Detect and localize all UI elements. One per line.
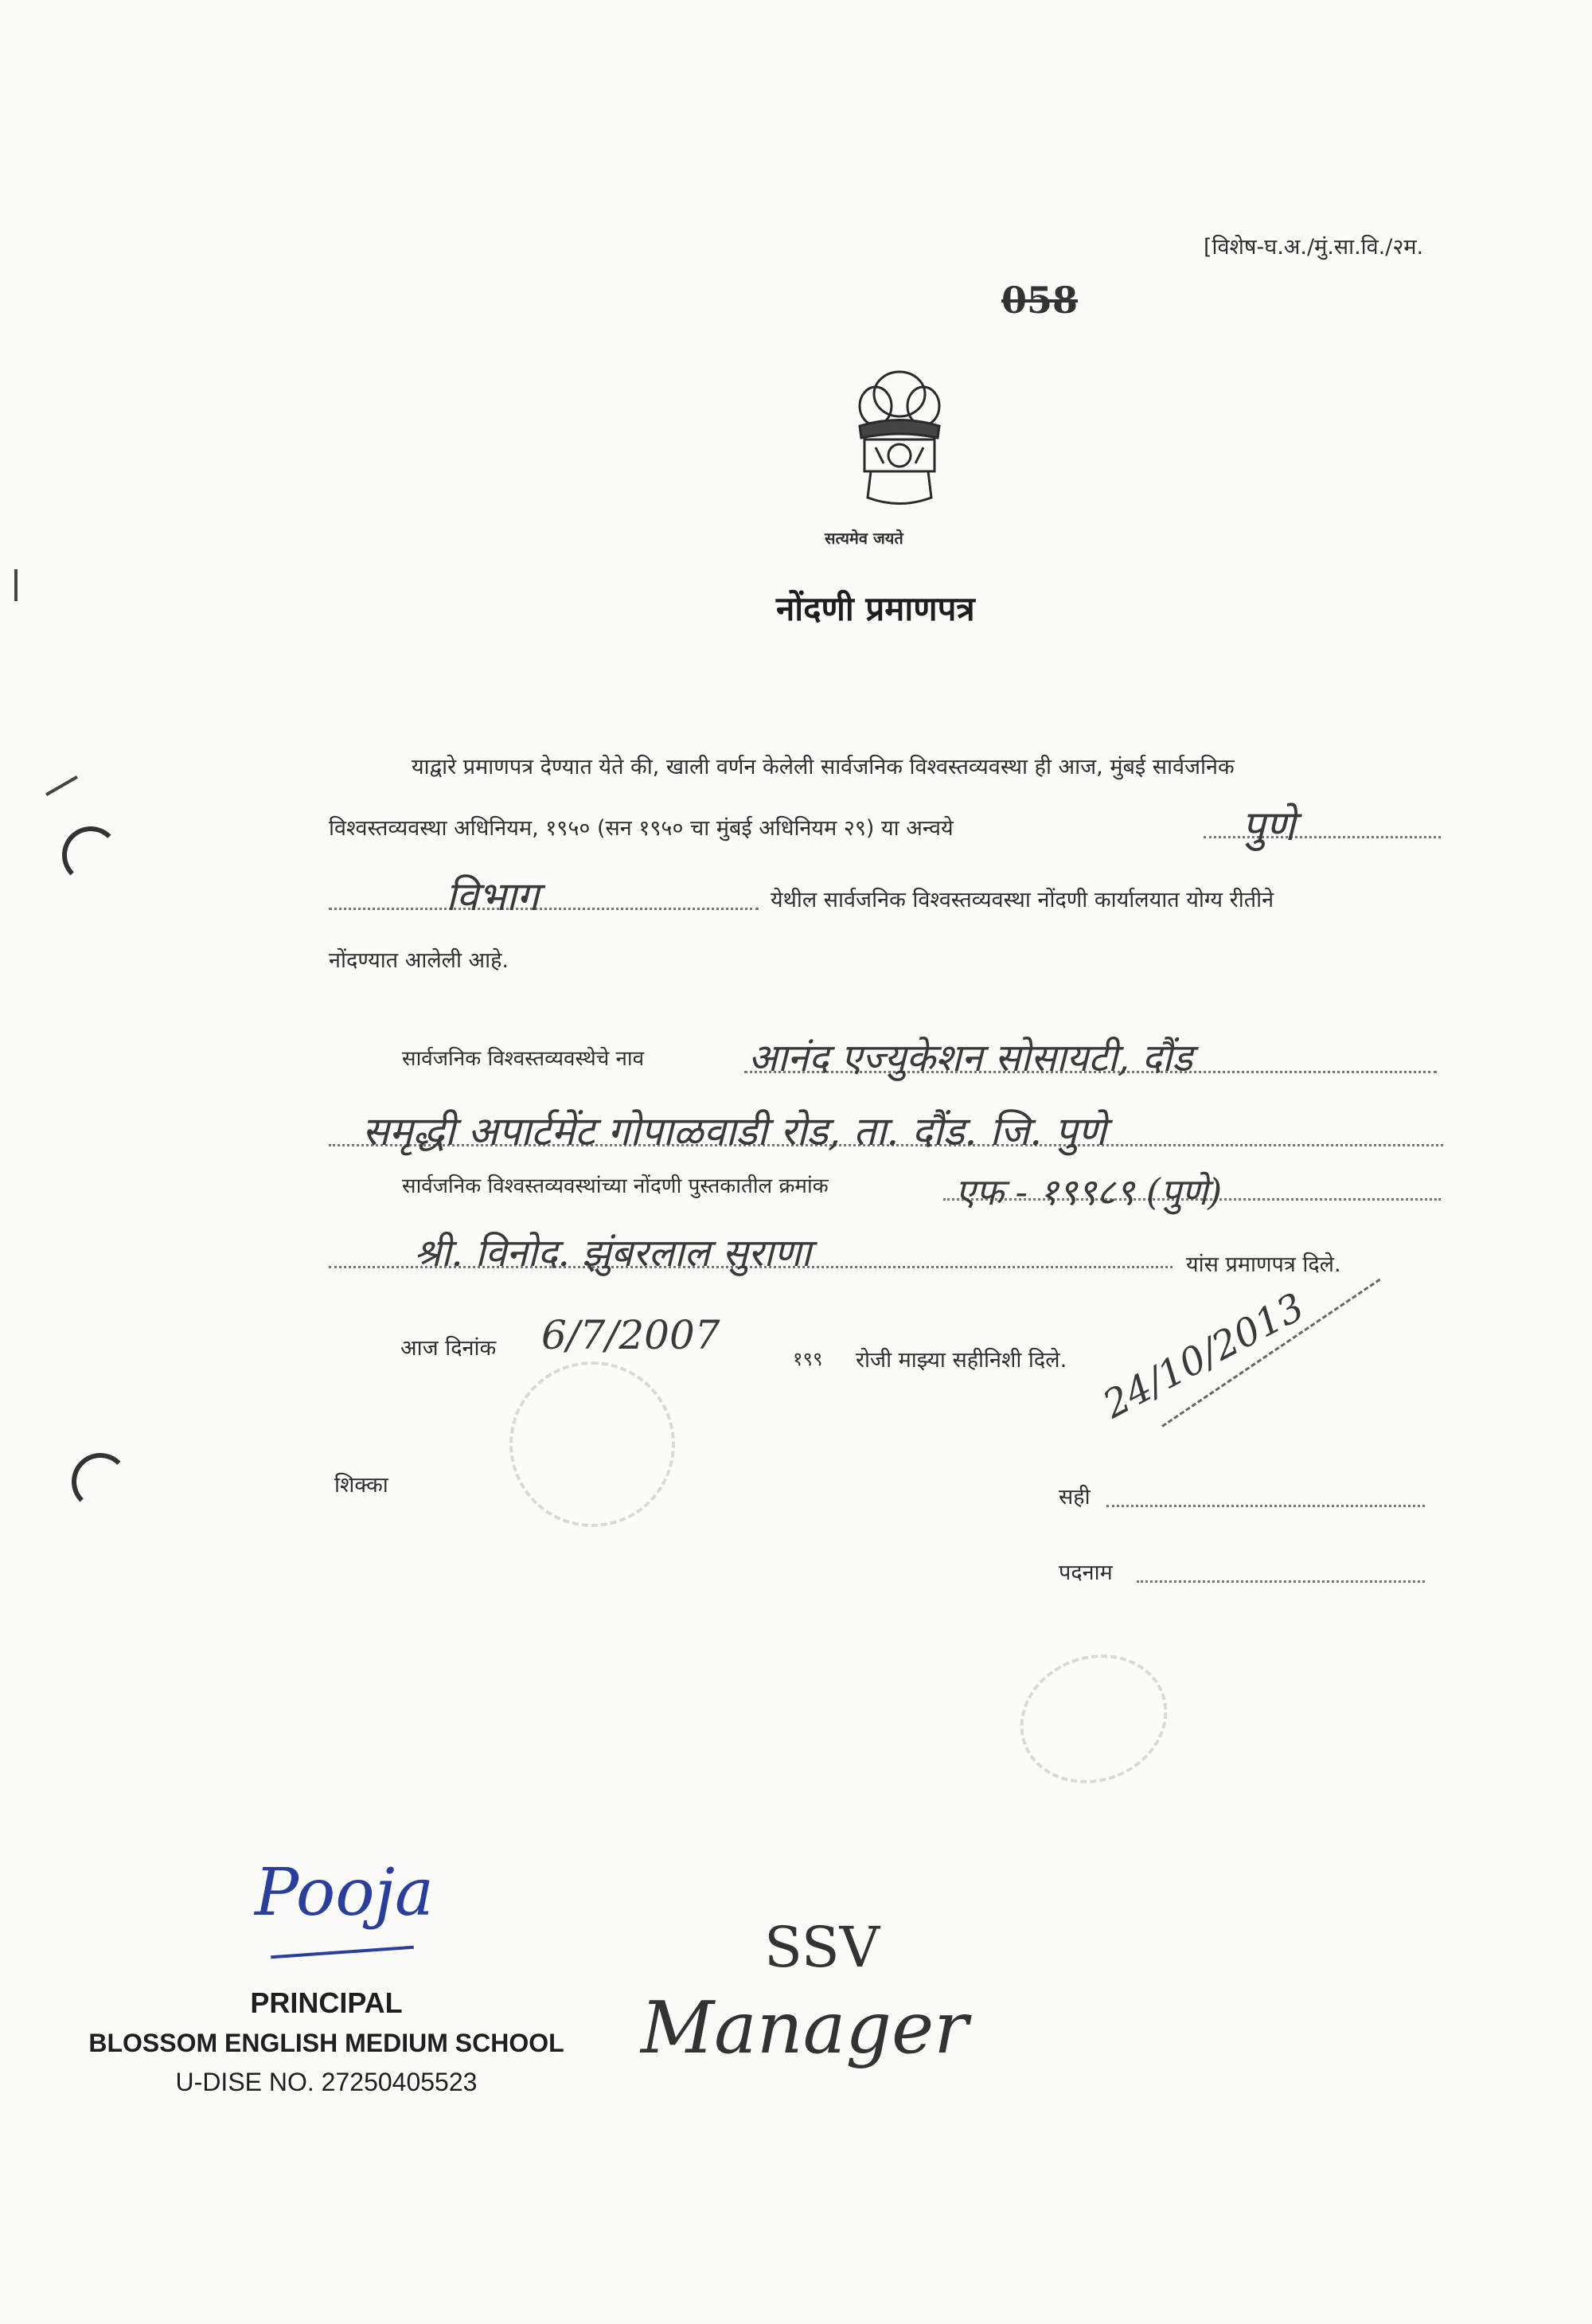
principal-title: PRINCIPAL	[250, 1986, 403, 2019]
fill-region: पुणे	[1242, 803, 1296, 850]
serial-number: 058	[1001, 279, 1079, 322]
body-line-3: येथील सार्वजनिक विश्वस्तव्यवस्था नोंदणी कार्यालयात योग्य रीतीने	[771, 888, 1274, 912]
date-fill: 6/7/2007	[541, 1312, 720, 1358]
signature-label: सही	[1059, 1485, 1091, 1510]
fill-division: विभाग	[446, 873, 539, 920]
trust-name-fill-1: आनंद एज्युकेशन सोसायटी, दौंड	[748, 1036, 1193, 1080]
registration-label: सार्वजनिक विश्वस्तव्यवस्थांच्या नोंदणी पुस्तकातील क्रमांक	[402, 1174, 829, 1198]
principal-signature-underline	[271, 1946, 414, 1959]
body-line-1: याद्वारे प्रमाणपत्र देण्यात येते की, खाली वर्णन केलेली सार्वजनिक विश्वस्तव्यवस्था ही आज, मुंबई सार्वजनिक	[412, 755, 1235, 779]
certificate-title: नोंदणी प्रमाणपत्र	[776, 589, 975, 628]
holder-name-fill: श्री. विनोद. झुंबरलाल सुराणा	[414, 1231, 811, 1275]
handwritten-note-line-2: Manager	[641, 1986, 969, 2070]
faded-stamp-mark	[1002, 1635, 1186, 1804]
school-name: BLOSSOM ENGLISH MEDIUM SCHOOL	[88, 2029, 564, 2057]
body-line-4: नोंदण्यात आलेली आहे.	[329, 948, 509, 973]
faded-seal-stamp	[509, 1361, 675, 1527]
trust-name-label: सार्वजनिक विश्वस्तव्यवस्थेचे नाव	[402, 1047, 645, 1071]
form-reference: [विशेष-घ.अ./मुं.सा.वि./२म.	[1204, 235, 1424, 260]
margin-tick	[14, 569, 18, 601]
udise-number: U-DISE NO. 27250405523	[175, 2068, 478, 2096]
emblem-motto: सत्यमेव जयते	[825, 529, 903, 548]
margin-tick	[45, 775, 78, 796]
punch-hole-mark	[62, 826, 119, 884]
date-label: आज दिनांक	[400, 1336, 497, 1361]
fill-line	[1204, 836, 1441, 838]
punch-hole-mark	[72, 1453, 129, 1510]
body-line-2: विश्वस्तव्यवस्था अधिनियम, १९५० (सन १९५० चा मुंबई अधिनियम २९) या अन्वये	[329, 816, 954, 841]
date-suffix: रोजी माझ्या सहीनिशी दिले.	[856, 1348, 1067, 1373]
designation-line	[1137, 1580, 1425, 1583]
holder-suffix: यांस प्रमाणपत्र दिले.	[1186, 1252, 1341, 1277]
trust-name-fill-2: समृद्धी अपार्टमेंट गोपाळवाडी रोड, ता. दौंड. जि. पुणे	[362, 1108, 1106, 1154]
seal-label: शिक्का	[334, 1473, 388, 1498]
principal-signature: Pooja	[255, 1855, 434, 1931]
registration-number-fill: एफ - १९९८९ (पुणे)	[955, 1170, 1223, 1213]
designation-label: पदनाम	[1059, 1560, 1113, 1585]
signature-line	[1106, 1505, 1425, 1507]
national-emblem	[836, 358, 963, 533]
fill-line	[329, 908, 759, 910]
lion-capital-icon	[836, 358, 963, 533]
date-year-prefix: १९९	[793, 1348, 823, 1370]
diagonal-date-note: 24/10/2013	[1095, 1284, 1312, 1428]
handwritten-note-line-1: SSV	[764, 1915, 880, 1980]
